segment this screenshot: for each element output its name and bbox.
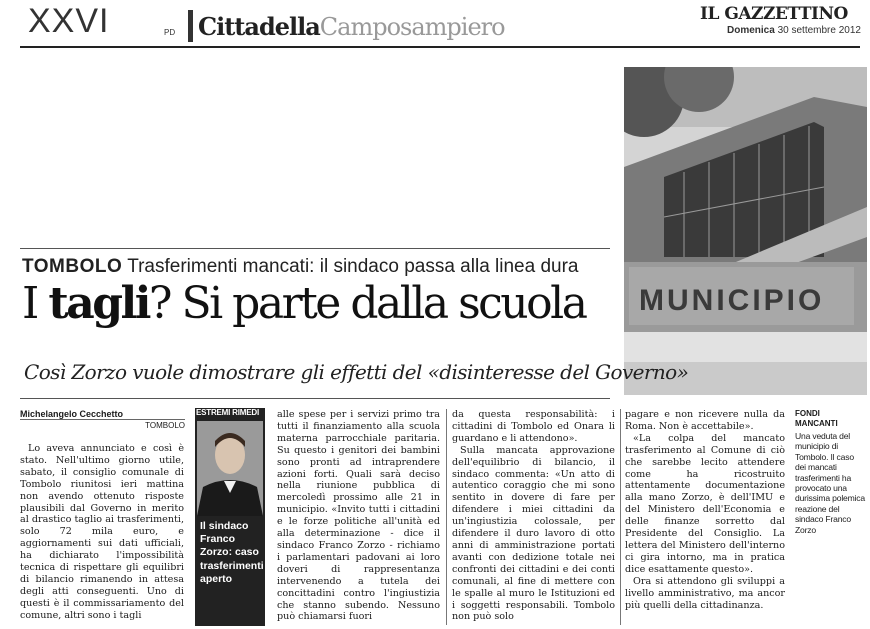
page-number: XXVI — [28, 2, 110, 40]
sidebar-label: ESTREMI RIMEDI — [196, 408, 259, 417]
section-secondary: Camposampiero — [319, 13, 505, 41]
article-column-3 — [452, 409, 615, 627]
paragraph: Lo aveva annunciato e così è stato. Nell'ultimo giorno utile, sabato, il consiglio comunale di Tombolo riunitosi ieri mattina non avendo ottenuto risposte plausibili dal Governo in merito al drastico taglio ai trasferimenti, solo 72 mila euro, e aggiornamenti sui dati ufficiali, ha dichiarato l'impossibilità tecnica di rispettare gli equilibri di bilancio rimanendo in attesa degli atti conseguenti. Uno di questi è il commissariamento del comune, altri sono i tagli — [20, 443, 184, 621]
section-primary: Cittadella — [198, 12, 320, 41]
masthead-rule — [20, 46, 860, 48]
photo-caption-title: FONDI MANCANTI — [795, 409, 838, 428]
column-rule — [446, 409, 447, 625]
section-marker — [188, 10, 193, 42]
column-rule — [620, 409, 621, 625]
newspaper-logo: IL GAZZETTINO — [700, 4, 848, 24]
headline-pre: I — [22, 278, 49, 329]
sidebar-caption: Il sindaco Franco Zorzo: caso trasferimenti aperto — [200, 520, 264, 585]
headline-bold: tagli — [48, 278, 149, 329]
headline-post: ? Si parte dalla scuola — [148, 278, 586, 329]
municipio-photo — [624, 67, 867, 395]
mayor-portrait — [197, 421, 263, 516]
paragraph: Sulla mancata approvazione dell'equilibrio di bilancio, il sindaco commenta: «Un atto di autentico coraggio che mi sono sentito in dovere di fare per difendere i miei cittadini da un'ingiustizia colossale, per difendere il duro lavoro di otto anni di amministrazione portati avanti con dedizione totale nei confronti dei cittadini e dei conti comunali, al fine di mettere con le spalle al muro le Istituzioni ed i soggetti responsabili. Tombolo non può solo — [452, 444, 615, 623]
date-rest: 30 settembre 2012 — [777, 25, 861, 36]
paragraph: alle spese per i servizi primo tra tutti il finanziamento alla scuola materna parrocchiale paritaria. Su questo i genitori dei bambini sono pronti ad intraprendere azioni forti. Quali sarà deciso nella riunione pubblica di mercoledì prossimo alle 21 in municipio. «Invito tutti i cittadini e le forze politiche all'unità ed alla determinazione - dice il sindaco Franco Zorzo - richiamo i parlamentari padovani ai loro doveri di rappresentanza intervenendo a tutela dei concittadini contro l'ingiustizia che stanno subendo. Nessuno può chiamarsi fuori — [277, 409, 440, 623]
kicker — [22, 256, 579, 278]
byline: Michelangelo Cecchetto — [20, 409, 124, 419]
paragraph: «La colpa del mancato trasferimento al Comune di ciò che sarebbe lecito attendere come ha ricostruito attentamente documentazione alla mano Zorzo, è dell'IMU e del Ministero dell'Economia e delle finanze sorretto dal Presidente del Consiglio. La lettera del Ministero dell'interno ci gira intorno, ma in pratica dice esattamente questo». — [625, 432, 785, 575]
municipio-sign: MUNICIPIO — [639, 284, 825, 317]
deck-rule — [20, 398, 610, 399]
kicker-text: Trasferimenti mancati: il sindaco passa alla linea dura — [127, 256, 579, 277]
dateline — [727, 25, 861, 36]
section-title — [198, 12, 505, 41]
municipio-illustration — [624, 67, 867, 395]
photo-caption-text: Una veduta del municipio di Tombolo. Il caso dei mancati trasferimenti ha provocato una durissima polemica reazione del sindaco Franco Zorzo — [795, 431, 865, 535]
paragraph: Ora si attendono gli sviluppi a livello amministrativo, ma ancor più quelli della cittadinanza. — [625, 575, 785, 611]
paragraph: da questa responsabilità: i cittadini di Tombolo ed Onara li guardano e li attendono». — [452, 409, 615, 444]
kicker-rule — [20, 248, 610, 249]
paragraph: pagare e non ricevere nulla da Roma. Non è accettabile». — [625, 409, 785, 432]
deck: Così Zorzo vuole dimostrare gli effetti del «disinteresse del Governo» — [24, 360, 689, 384]
date-day: Domenica — [727, 25, 775, 36]
article-column-1 — [20, 443, 184, 627]
headline — [22, 280, 585, 328]
byline-rule — [20, 419, 185, 420]
article-column-4 — [625, 409, 785, 627]
dateline-place: TOMBOLO — [145, 421, 185, 430]
kicker-place: TOMBOLO — [22, 256, 123, 277]
article-column-2 — [277, 409, 440, 627]
mayor-portrait-illustration — [197, 421, 263, 516]
edition-code: PD — [164, 28, 176, 37]
